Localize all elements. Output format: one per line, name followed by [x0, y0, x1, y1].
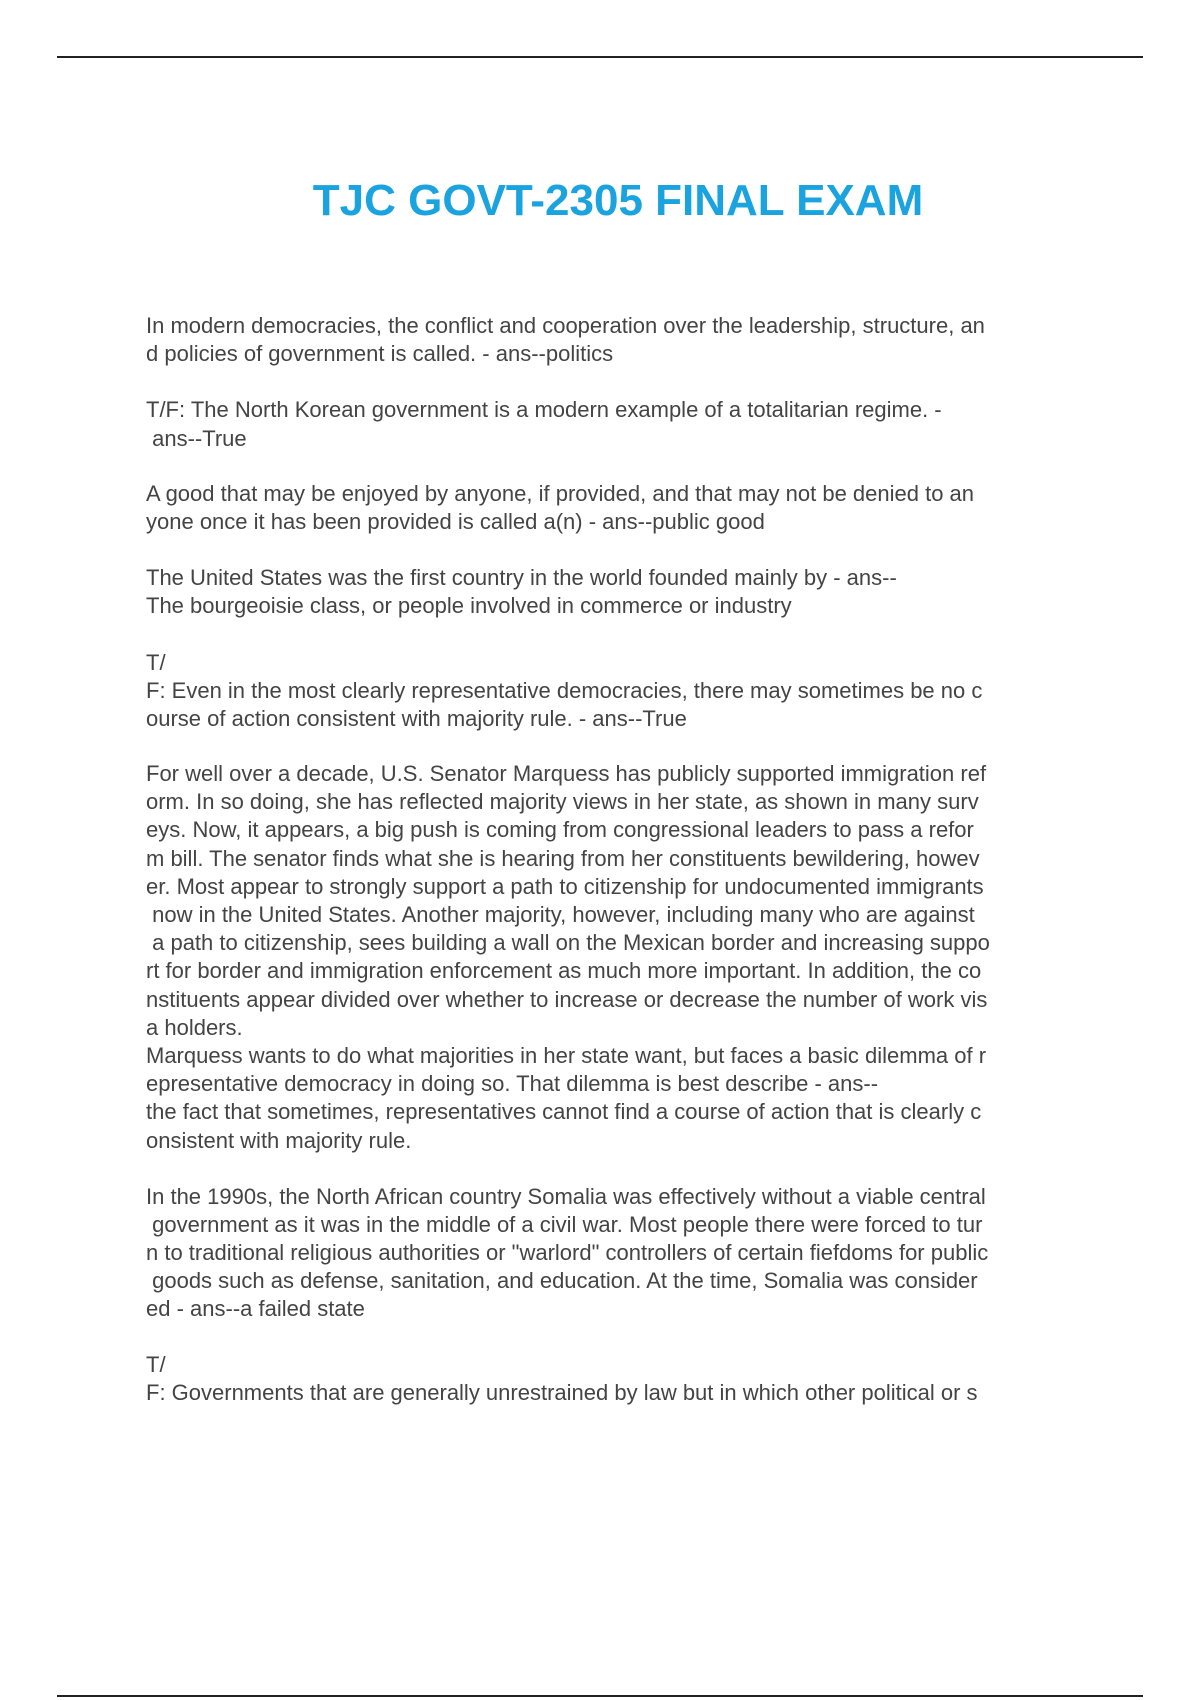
qa-line: ans--True — [146, 425, 247, 451]
paragraph-gap — [146, 368, 1086, 396]
qa-line: n to traditional religious authorities or "warlord" controllers of certain fiefdoms for public — [146, 1240, 989, 1266]
document-body — [146, 312, 1086, 1407]
qa-line: The United States was the first country in the world founded mainly by - ans-- — [146, 565, 897, 591]
qa-item-7 — [146, 1183, 1086, 1324]
qa-line: d policies of government is called. - ans--politics — [146, 341, 614, 367]
qa-line: In modern democracies, the conflict and cooperation over the leadership, structure, an — [146, 313, 985, 338]
qa-item-5 — [146, 649, 1086, 734]
qa-item-6 — [146, 760, 1086, 1155]
qa-line: onsistent with majority rule. — [146, 1127, 412, 1153]
qa-line: the fact that sometimes, representatives cannot find a course of action that is clearly c — [146, 1099, 982, 1125]
qa-line: A good that may be enjoyed by anyone, if provided, and that may not be denied to an — [146, 480, 975, 506]
qa-line: For well over a decade, U.S. Senator Marquess has publicly supported immigration ref — [146, 761, 987, 787]
qa-line: orm. In so doing, she has reflected majority views in her state, as shown in many surv — [146, 789, 979, 815]
qa-line: T/F: The North Korean government is a modern example of a totalitarian regime. - — [146, 397, 942, 423]
qa-line: er. Most appear to strongly support a path to citizenship for undocumented immigrants — [146, 873, 984, 899]
qa-line: F: Even in the most clearly representative democracies, there may sometimes be no c — [146, 677, 983, 703]
qa-line: ourse of action consistent with majority rule. - ans--True — [146, 705, 687, 731]
bottom-rule — [57, 1695, 1143, 1697]
qa-line: epresentative democracy in doing so. That dilemma is best describe - ans-- — [146, 1071, 879, 1097]
top-rule — [57, 56, 1143, 58]
qa-line: T/ — [146, 1351, 166, 1377]
qa-line: Marquess wants to do what majorities in her state want, but faces a basic dilemma of r — [146, 1042, 987, 1068]
paragraph-gap — [146, 453, 1086, 480]
qa-line: eys. Now, it appears, a big push is coming from congressional leaders to pass a refor — [146, 817, 974, 843]
qa-line: rt for border and immigration enforcement as much more important. In addition, the co — [146, 958, 982, 984]
qa-line: In the 1990s, the North African country Somalia was effectively without a viable central — [146, 1183, 986, 1209]
qa-line: T/ — [146, 649, 166, 675]
qa-item-8 — [146, 1351, 1086, 1407]
qa-line: a path to citizenship, sees building a wall on the Mexican border and increasing suppo — [146, 930, 990, 956]
paragraph-gap — [146, 536, 1086, 564]
qa-line: F: Governments that are generally unrestrained by law but in which other political or s — [146, 1379, 978, 1405]
qa-line: The bourgeoisie class, or people involved in commerce or industry — [146, 593, 792, 619]
qa-line: a holders. — [146, 1014, 243, 1040]
qa-line: ed - ans--a failed state — [146, 1296, 365, 1322]
qa-line: now in the United States. Another majority, however, including many who are against — [146, 902, 975, 927]
paragraph-gap — [146, 621, 1086, 649]
document-title: TJC GOVT-2305 FINAL EXAM — [312, 176, 924, 225]
qa-item-2 — [146, 396, 1086, 452]
qa-item-1 — [146, 312, 1086, 368]
paragraph-gap — [146, 733, 1086, 760]
qa-line: yone once it has been provided is called a(n) - ans--public good — [146, 508, 765, 534]
qa-item-3 — [146, 480, 1086, 536]
qa-line: goods such as defense, sanitation, and education. At the time, Somalia was consider — [146, 1268, 978, 1294]
qa-line: government as it was in the middle of a civil war. Most people there were forced to tur — [146, 1211, 983, 1237]
qa-item-4 — [146, 564, 1086, 620]
paragraph-gap — [146, 1155, 1086, 1183]
qa-line: nstituents appear divided over whether to increase or decrease the number of work vis — [146, 986, 988, 1012]
paragraph-gap — [146, 1324, 1086, 1351]
qa-line: m bill. The senator finds what she is hearing from her constituents bewildering, howev — [146, 845, 980, 871]
